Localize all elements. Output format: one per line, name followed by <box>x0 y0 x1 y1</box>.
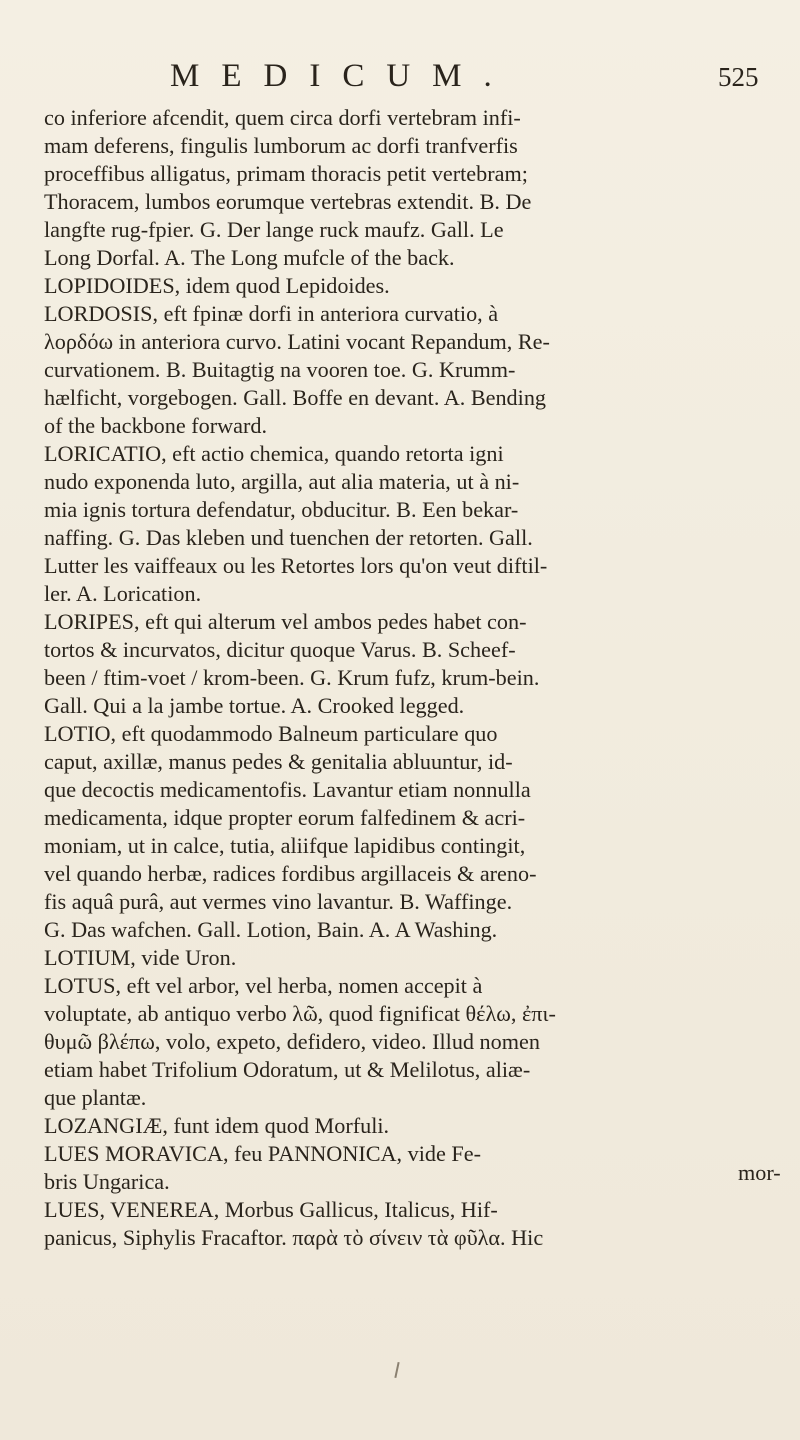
text-line: panicus, Siphylis Fracaftor. παρὰ τὸ σίνειν τὰ φῦλα. Hic <box>44 1225 544 1250</box>
text-line: hælficht, vorgebogen. Gall. Boffe en devant. A. Bending <box>44 385 547 410</box>
text-line: fis aquâ purâ, aut vermes vino lavantur. B. Waffinge. <box>44 889 513 914</box>
text-line: λορδόω in anteriora curvo. Latini vocant Repandum, Re- <box>44 329 550 354</box>
text-line: langfte rug-fpier. G. Der lange ruck maufz. Gall. Le <box>44 217 504 242</box>
text-line: mam deferens, fingulis lumborum ac dorfi tranfverfis <box>44 133 518 158</box>
text-line: naffing. G. Das kleben und tuenchen der retorten. Gall. <box>44 525 533 550</box>
text-line: bris Ungarica. <box>44 1169 170 1194</box>
text-line: que plantæ. <box>44 1085 147 1110</box>
text-line: LORDOSIS, eft fpinæ dorfi in anteriora curvatio, à <box>44 301 499 326</box>
text-line: LOTIO, eft quodammodo Balneum particulare quo <box>44 721 498 746</box>
text-line: LOZANGIÆ, funt idem quod Morfuli. <box>44 1113 390 1138</box>
page-mark <box>394 1362 399 1378</box>
text-line: LUES, VENEREA, Morbus Gallicus, Italicus, Hif- <box>44 1197 498 1222</box>
text-line: Gall. Qui a la jambe tortue. A. Crooked legged. <box>44 693 465 718</box>
text-line: curvationem. B. Buitagtig na vooren toe. G. Krumm- <box>44 357 516 382</box>
text-line: proceffibus alligatus, primam thoracis petit vertebram; <box>44 161 528 186</box>
text-line: of the backbone forward. <box>44 413 268 438</box>
text-line: ler. A. Lorication. <box>44 581 202 606</box>
text-line: LOTUS, eft vel arbor, vel herba, nomen accepit à <box>44 973 483 998</box>
text-line: Thoracem, lumbos eorumque vertebras extendit. B. De <box>44 189 532 214</box>
text-line: etiam habet Trifolium Odoratum, ut & Melilotus, aliæ- <box>44 1057 531 1082</box>
text-line: LORIPES, eft qui alterum vel ambos pedes habet con- <box>44 609 527 634</box>
running-head: MEDICUM. <box>170 58 514 94</box>
text-line: θυμῶ βλέπω, volo, expeto, defidero, video. Illud nomen <box>44 1029 540 1054</box>
text-line: tortos & incurvatos, dicitur quoque Varus. B. Scheef- <box>44 637 516 662</box>
text-line: medicamenta, idque propter eorum falfedinem & acri- <box>44 805 526 830</box>
text-line: LUES MORAVICA, feu PANNONICA, vide Fe- <box>44 1141 481 1166</box>
text-line: nudo exponenda luto, argilla, aut alia materia, ut à ni- <box>44 469 520 494</box>
page-number: 525 <box>718 62 759 92</box>
text-line: Long Dorfal. A. The Long mufcle of the back. <box>44 245 455 270</box>
text-line: que decoctis medicamentofis. Lavantur etiam nonnulla <box>44 777 531 802</box>
text-line: Lutter les vaiffeaux ou les Retortes lors qu'on veut diftil- <box>44 553 548 578</box>
text-line: mia ignis tortura defendatur, obducitur. B. Een bekar- <box>44 497 519 522</box>
text-line: moniam, ut in calce, tutia, aliifque lapidibus contingit, <box>44 833 526 858</box>
text-line: LORICATIO, eft actio chemica, quando retorta igni <box>44 441 504 466</box>
page-header <box>0 58 800 98</box>
text-line: been / ftim-voet / krom-been. G. Krum fufz, krum-bein. <box>44 665 540 690</box>
catch-word: mor- <box>738 1160 781 1185</box>
text-line: co inferiore afcendit, quem circa dorfi vertebram infi- <box>44 105 521 130</box>
text-line: G. Das wafchen. Gall. Lotion, Bain. A. A Washing. <box>44 917 498 942</box>
text-line: caput, axillæ, manus pedes & genitalia abluuntur, id- <box>44 749 513 774</box>
text-line: LOPIDOIDES, idem quod Lepidoides. <box>44 273 390 298</box>
text-line: LOTIUM, vide Uron. <box>44 945 237 970</box>
dictionary-text <box>44 104 764 1252</box>
text-line: vel quando herbæ, radices fordibus argillaceis & areno- <box>44 861 537 886</box>
text-line: voluptate, ab antiquo verbo λῶ, quod fignificat θέλω, ἐπι- <box>44 1001 556 1026</box>
